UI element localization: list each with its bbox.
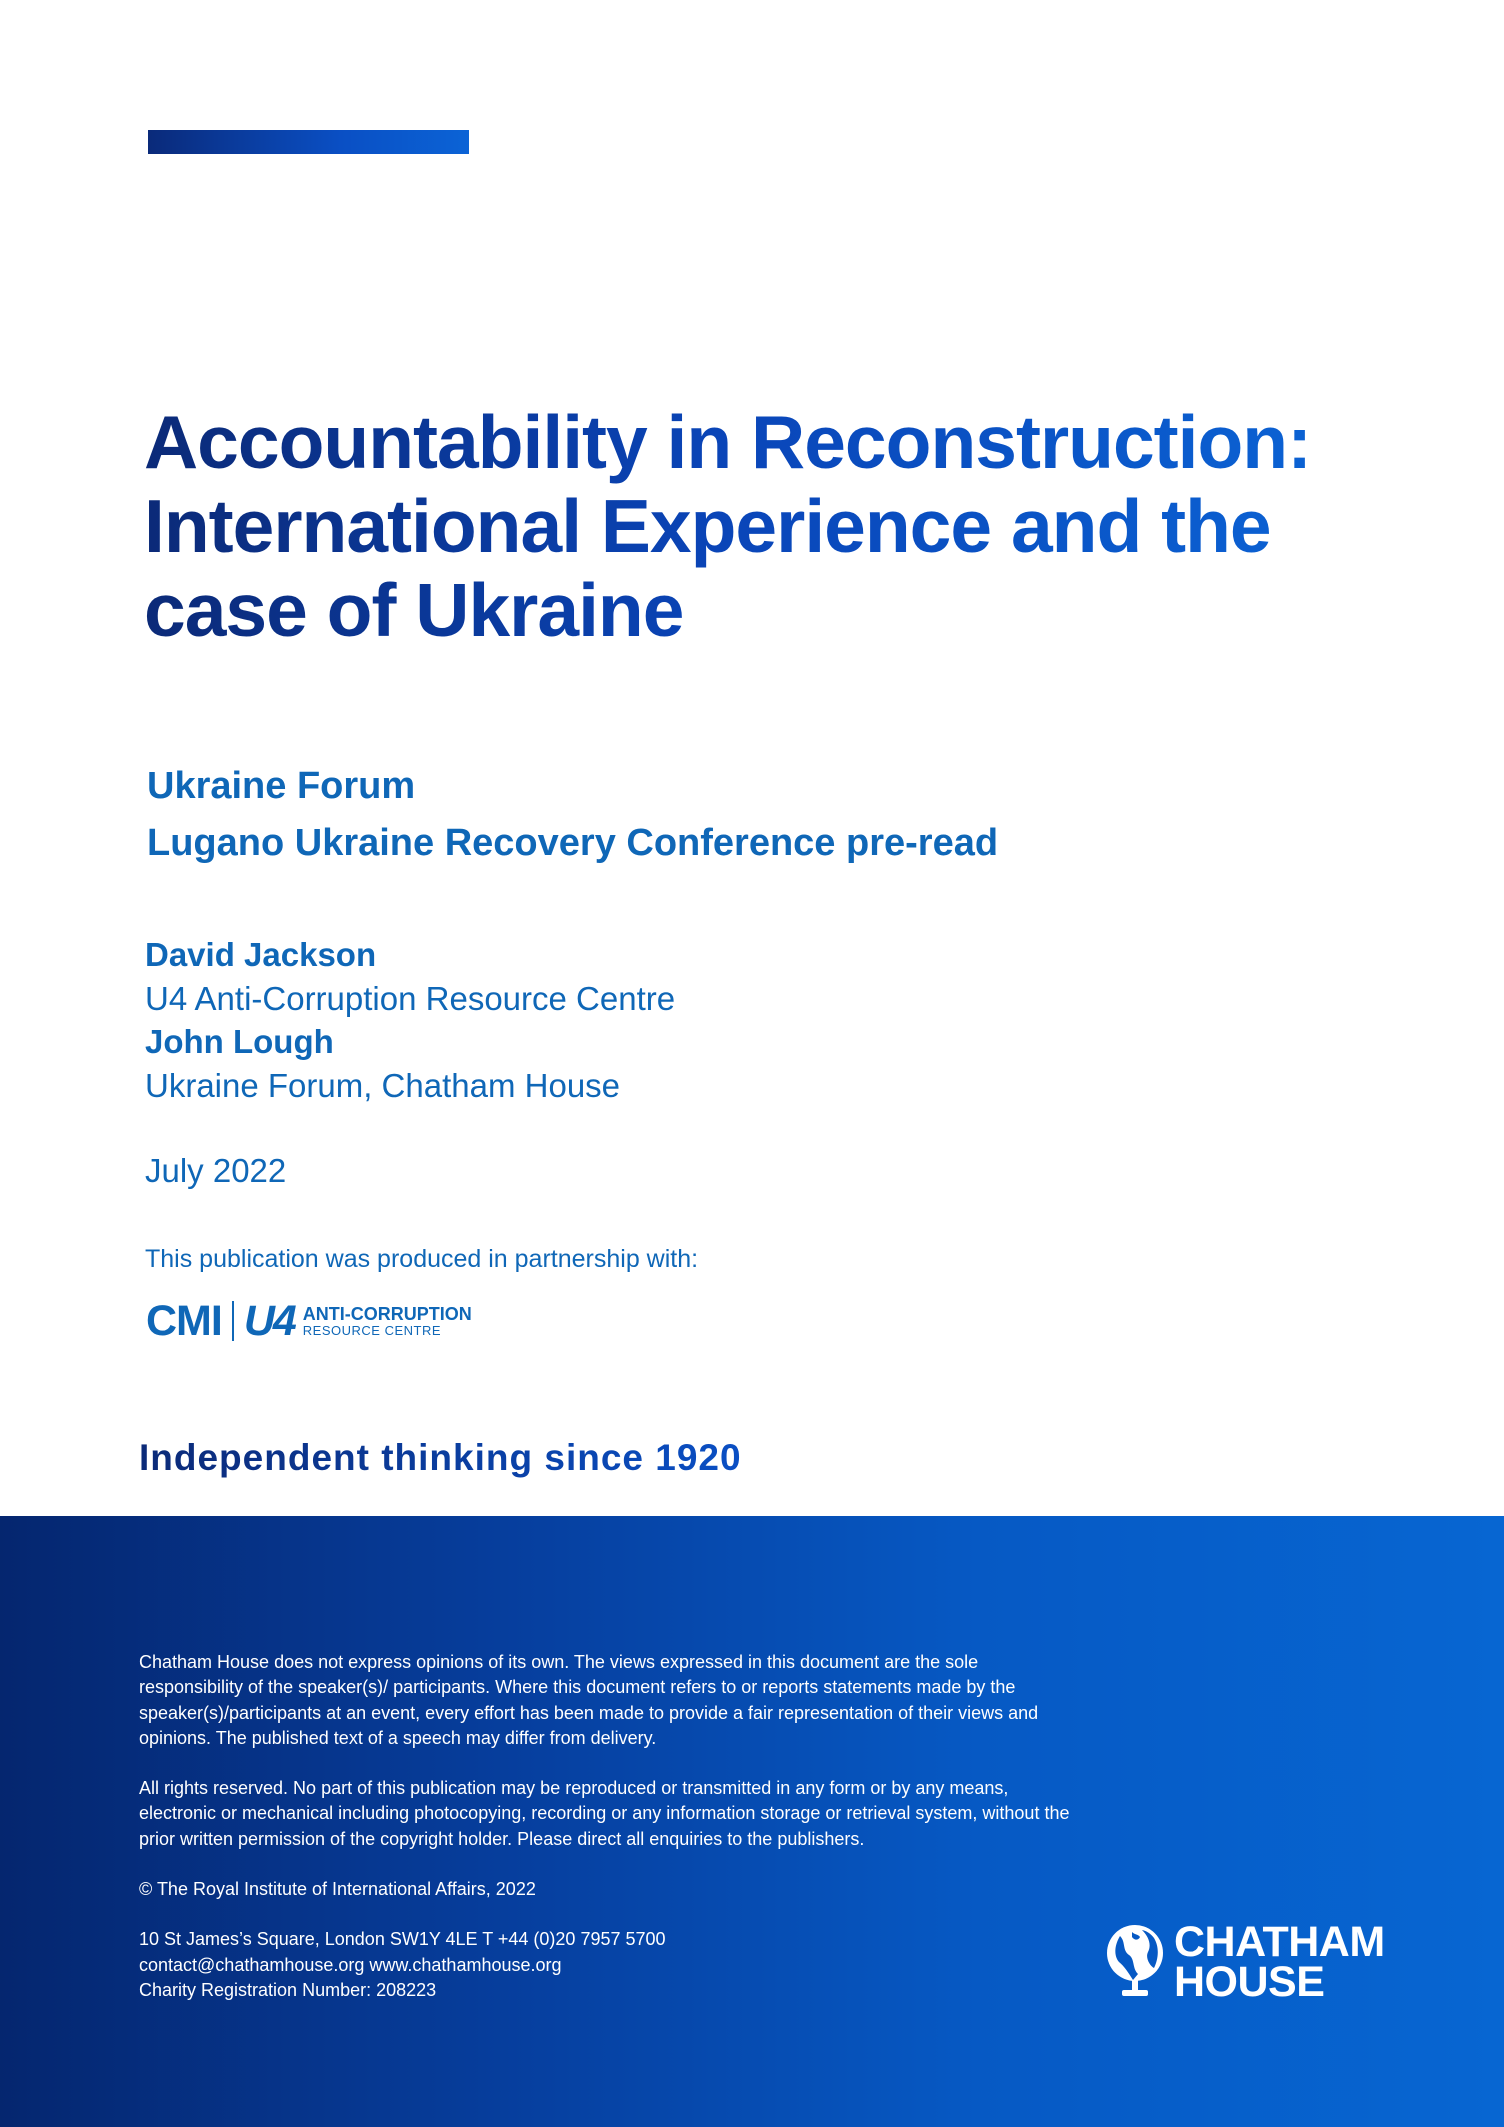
rights-text: All rights reserved. No part of this publication may be reproduced or transmitted in any form or by any means, electronic or mechanical including photocopying, recording or any information storage or retrieval system, without the prior written permission of the copyright holder. Please direct all enquiries to the publishers. (139, 1778, 1070, 1849)
footer-text (139, 1650, 1079, 2003)
authors-block (145, 933, 1145, 1107)
address-text: 10 St James’s Square, London SW1Y 4LE T +44 (0)20 7957 5700 (139, 1929, 666, 1950)
chatham-house-logo (1102, 1918, 1385, 2006)
u4-logo-line1: ANTI-CORRUPTION (302, 1303, 472, 1324)
logo-word-house: HOUSE (1174, 1958, 1325, 2006)
document-title: Accountability in Reconstruction: International Experience and the case of Ukraine (144, 400, 1424, 652)
charity-number: Charity Registration Number: 208223 (139, 1979, 437, 2000)
disclaimer-text: Chatham House does not express opinions of its own. The views expressed in this document are the sole responsibility of the speaker(s)/ participants. Where this document refers to or reports statements made by the speaker(s)/participants at an event, every effort has been made to provide a fair representation of their views and opinions. The published text of a speech may differ from delivery. (139, 1652, 1039, 1748)
logo-word-chatham: CHATHAM (1174, 1918, 1385, 1966)
logo-wordmark (1174, 1918, 1385, 2006)
author-affiliation: U4 Anti-Corruption Resource Centre (145, 979, 676, 1017)
logo-divider (232, 1301, 234, 1341)
cmi-logo: CMI (146, 1297, 222, 1345)
author-name: David Jackson (145, 936, 377, 973)
u4-logo-text (303, 1305, 472, 1338)
conference-name: Lugano Ukraine Recovery Conference pre-read (147, 822, 999, 864)
top-accent-bar (148, 130, 469, 154)
forum-name: Ukraine Forum (147, 765, 416, 807)
tagline: Independent thinking since 1920 (139, 1437, 742, 1478)
u4-logo-line2: RESOURCE CENTRE (302, 1322, 442, 1338)
author-name: John Lough (145, 1023, 334, 1060)
partnership-statement: This publication was produced in partnership with: (145, 1245, 699, 1273)
copyright-text: © The Royal Institute of International Affairs, 2022 (139, 1879, 536, 1900)
footer-panel (0, 1516, 1504, 2127)
globe-icon (1102, 1922, 1168, 2002)
publication-date: July 2022 (145, 1152, 287, 1189)
forum-block (147, 758, 1397, 872)
partner-logos (146, 1298, 472, 1344)
contact-text: contact@chathamhouse.org www.chathamhouse.org (139, 1954, 562, 1975)
author-affiliation: Ukraine Forum, Chatham House (145, 1066, 621, 1104)
u4-logo: U4 (243, 1297, 295, 1345)
